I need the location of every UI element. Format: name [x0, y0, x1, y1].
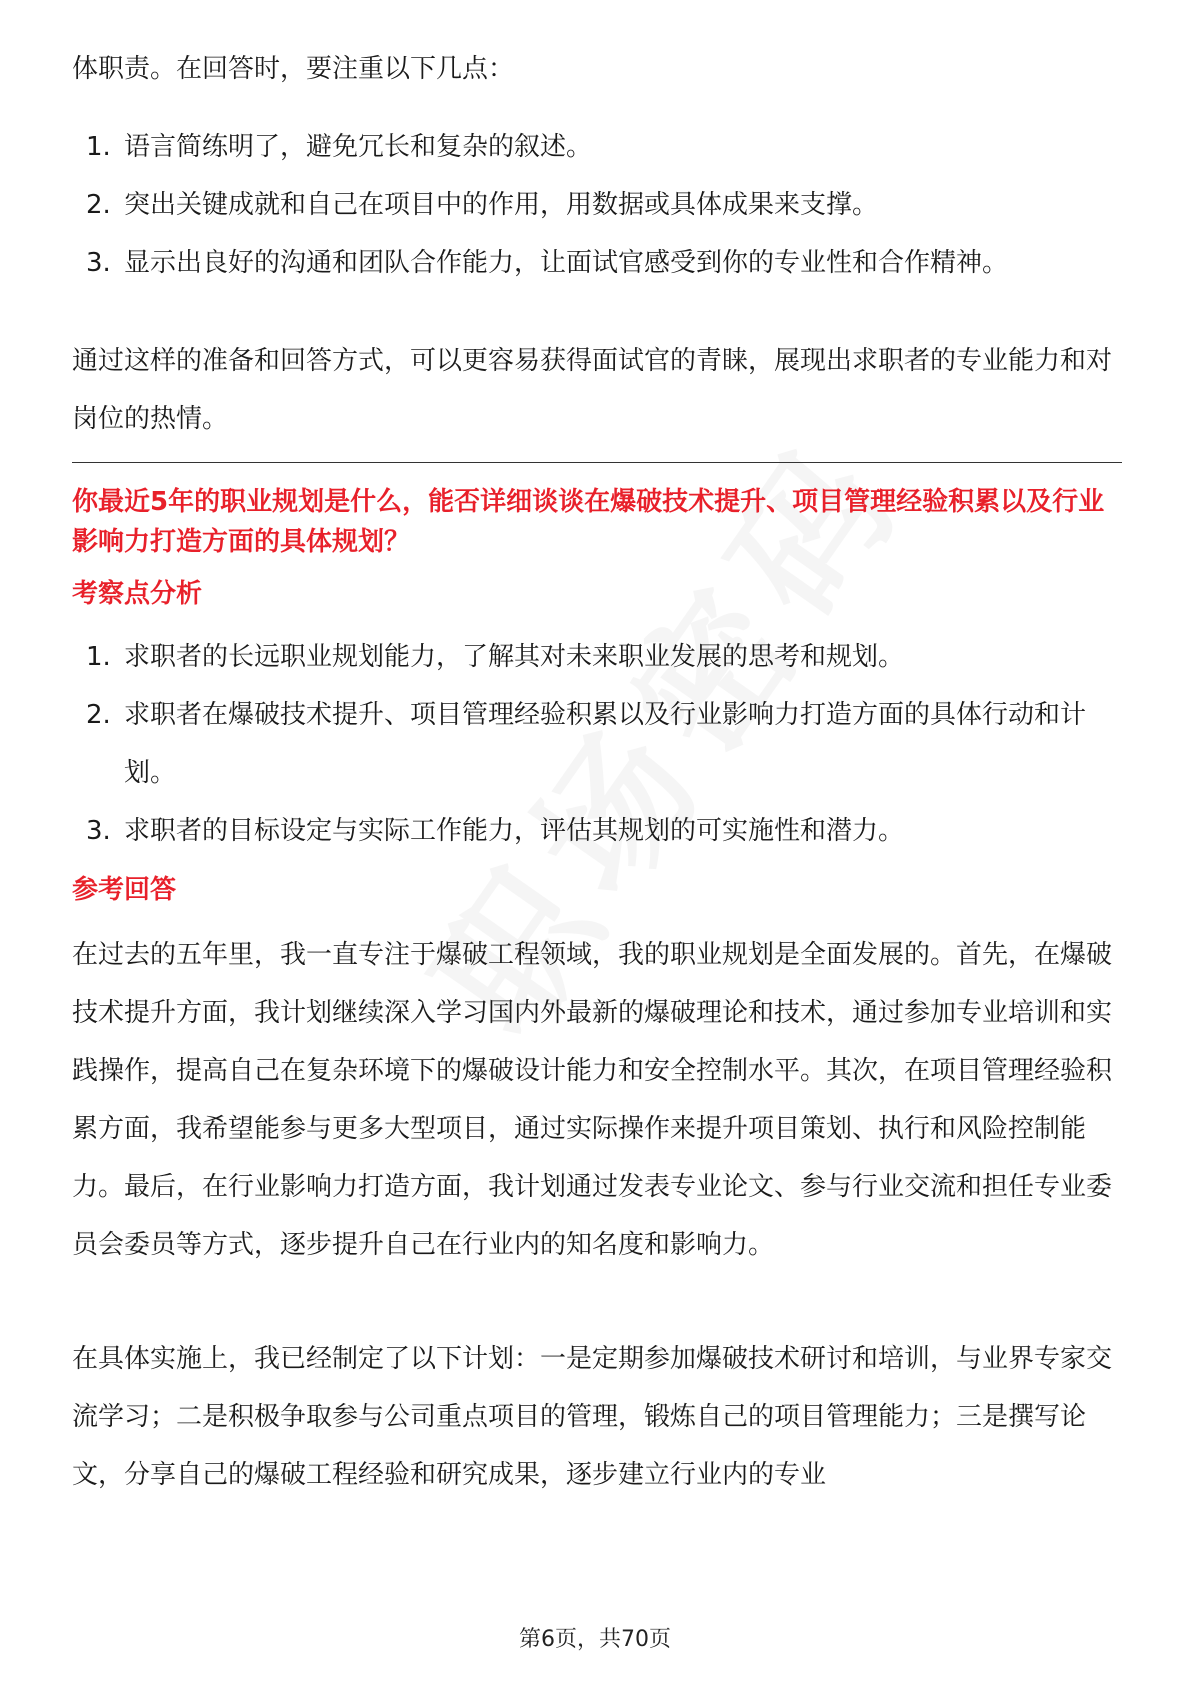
list-text: 求职者在爆破技术提升、项目管理经验积累以及行业影响力打造方面的具体行动和计划。 [124, 700, 1087, 788]
analysis-title: 考察点分析 [72, 579, 203, 609]
list-item [72, 234, 1122, 292]
document-page [72, 0, 1122, 1684]
list-item [72, 118, 1122, 176]
section-divider [72, 462, 1122, 463]
list-number: 2. [86, 700, 111, 730]
summary-paragraph: 通过这样的准备和回答方式，可以更容易获得面试官的青睐，展现出求职者的专业能力和对岗位的热情。 [72, 346, 1113, 434]
list-item [72, 802, 1122, 860]
list-text: 语言简练明了，避免冗长和复杂的叙述。 [124, 132, 593, 162]
points-list [72, 118, 1122, 292]
list-number: 3. [86, 816, 111, 846]
list-item [72, 686, 1122, 802]
list-text: 求职者的目标设定与实际工作能力，评估其规划的可实施性和潜力。 [124, 816, 905, 846]
answer-title: 参考回答 [72, 875, 177, 905]
page-footer: 第6页，共70页 [519, 1627, 671, 1652]
list-number: 1. [86, 132, 111, 162]
list-item [72, 628, 1122, 686]
list-item [72, 176, 1122, 234]
intro-line: 体职责。在回答时，要注重以下几点： [72, 54, 515, 84]
list-number: 3. [86, 248, 111, 278]
list-text: 突出关键成就和自己在项目中的作用，用数据或具体成果来支撑。 [124, 190, 879, 220]
list-number: 2. [86, 190, 111, 220]
answer-paragraph-2: 在具体实施上，我已经制定了以下计划：一是定期参加爆破技术研讨和培训，与业界专家交流学习；二是积极争取参与公司重点项目的管理，锻炼自己的项目管理能力；三是撰写论文，分享自己的爆破工程经验和研究成果，逐步建立行业内的专业 [72, 1344, 1113, 1490]
list-text: 求职者的长远职业规划能力，了解其对未来职业发展的思考和规划。 [124, 642, 905, 672]
list-number: 1. [86, 642, 111, 672]
analysis-list [72, 628, 1122, 860]
question-heading: 你最近5年的职业规划是什么，能否详细谈谈在爆破技术提升、项目管理经验积累以及行业影响力打造方面的具体规划？ [72, 487, 1105, 557]
list-text: 显示出良好的沟通和团队合作能力，让面试官感受到你的专业性和合作精神。 [124, 248, 1009, 278]
answer-paragraph-1: 在过去的五年里，我一直专注于爆破工程领域，我的职业规划是全面发展的。首先，在爆破技术提升方面，我计划继续深入学习国内外最新的爆破理论和技术，通过参加专业培训和实践操作，提高自己在复杂环境下的爆破设计能力和安全控制水平。其次，在项目管理经验积累方面，我希望能参与更多大型项目，通过实际操作来提升项目策划、执行和风险控制能力。最后，在行业影响力打造方面，我计划通过发表专业论文、参与行业交流和担任专业委员会委员等方式，逐步提升自己在行业内的知名度和影响力。 [72, 940, 1113, 1260]
